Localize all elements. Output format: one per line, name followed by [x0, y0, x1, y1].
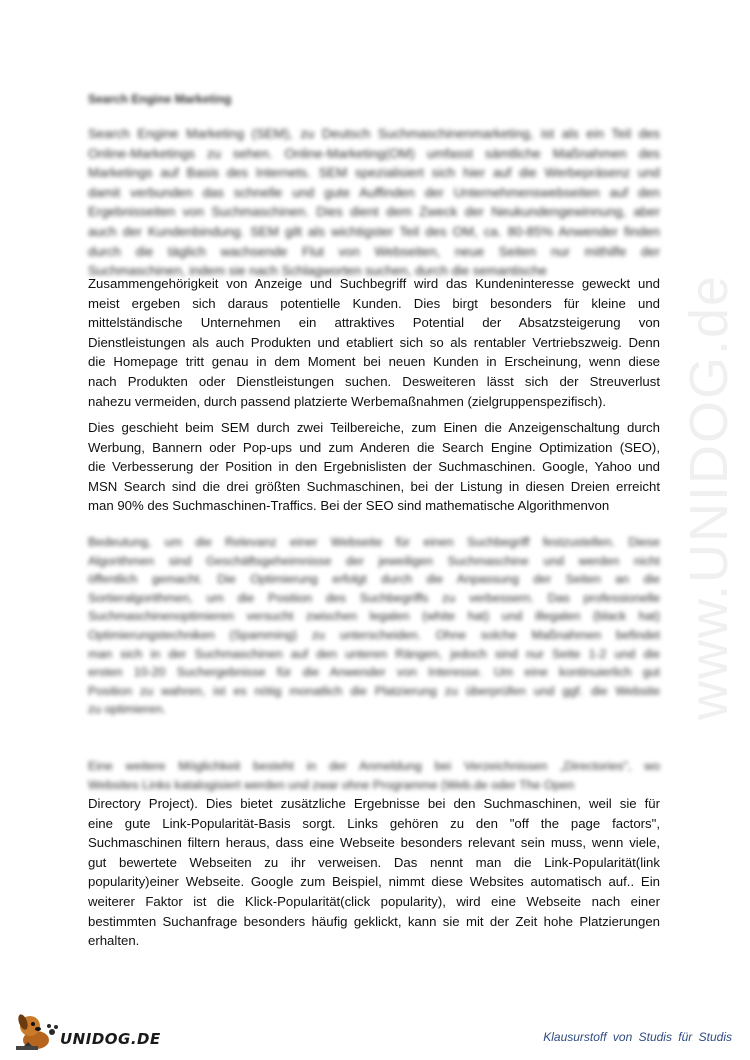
text-line: popularity)einer Webseite. Google zum Beispiel, nimmt diese Websites automatisch auf.. Ein	[88, 874, 660, 890]
text-line: zu optimieren.	[88, 702, 166, 717]
text-line: Suchmaschinen filtern heraus, dass eine Webseite besonders relevant sein muss, wenn viele,	[88, 835, 660, 851]
text-line: Dies geschieht beim SEM durch zwei Teilbereiche, zum Einen die Anzeigenschaltung durch	[88, 420, 660, 435]
text-line: erhalten.	[88, 933, 140, 949]
text-line: die Verbesserung der Position in den Ergebnislisten der Suchmaschinen. Google, Yahoo und	[88, 459, 660, 475]
paragraph-1-visible	[88, 274, 660, 411]
watermark-text: www.UNIDOG.de	[679, 273, 739, 720]
text-line: MSN Search sind die drei größten Suchmaschinen, bei der Listung in diesen Dreien erreicht	[88, 478, 660, 494]
text-line: damit verbunden das schnelle und gute Auffinden der Unternehmenswebseiten auf den	[88, 184, 660, 200]
text-line: Eine weitere Möglichkeit besteht in der Anmeldung bei Verzeichnissen „Directories", wo	[88, 759, 660, 773]
text-line: Sortieralgorithmen, um die Position des Suchbegriffs zu verbessern. Das professionelle	[88, 590, 660, 605]
text-line: bestimmten Suchanfrage besonders häufig geklickt, kann sie mit der Zeit hohe Platzierungen	[88, 913, 660, 929]
text-line: Suchmaschinen, indem sie nach Schlagworten suchen, durch die semantische	[88, 263, 547, 279]
text-line: Bedeutung, um die Relevanz einer Webseite für einen Suchbegriff festzustellen. Diese	[88, 535, 660, 549]
text-line: Suchmaschinenoptimieren versucht zwischen legalen (white hat) und illegalen (black hat)	[88, 609, 660, 624]
text-line: Algorithmen sind Geschäftsgeheimnisse der jeweiligen Suchmaschine und werden nicht	[88, 553, 660, 568]
text-line: man 90% des Suchmaschinen-Traffics. Bei der SEO sind mathematische Algorithmenvon	[88, 498, 610, 514]
text-line: man sich in der Suchmaschinen auf den unteren Rängen, jedoch sind nur Seite 1-2 und die	[88, 646, 660, 661]
text-line: Directory Project). Dies bietet zusätzliche Ergebnisse bei den Suchmaschinen, weil sie für	[88, 796, 660, 811]
text-line: durch die täglich wachsende Flut von Webseiten, neue Seiten nur mithilfe der	[88, 243, 660, 259]
text-line: Websites Links katalogisiert werden und zwar ohne Programme (Web.de oder The Open	[88, 777, 575, 792]
text-line: ersten 10-20 Suchergebnisse für die Anwender von Interesse. Um eine kontinuierlich gut	[88, 665, 660, 680]
paragraph-1-blurred	[88, 124, 660, 281]
text-line: Position zu wahren, ist es nötig monatlich die Platzierung zu überprüfen und ggf. die Website	[88, 683, 660, 698]
dog-mascot-icon	[14, 1008, 62, 1052]
footer-tagline: Klausurstoff von Studis für Studis	[543, 1030, 732, 1044]
text-line: Search Engine Marketing (SEM), zu Deutsch Suchmaschinenmarketing, ist als ein Teil des	[88, 126, 660, 141]
text-line: eine gute Link-Popularität-Basis sorgt. Links gehören zu den "off the page factors",	[88, 815, 660, 831]
paragraph-2-blurred	[88, 533, 660, 719]
unidog-logo	[14, 1008, 164, 1052]
text-line: weiterer Faktor ist die Klick-Popularität(click popularity), wird eine Webseite nach einer	[88, 893, 660, 909]
paragraph-3-visible	[88, 794, 660, 951]
text-line: Ergebnisseiten von Suchmaschinen. Dies dient dem Zweck der Neukundengewinnung, aber	[88, 204, 660, 220]
text-line: Marketings auf Basis des Internets. SEM spezialisiert sich hier auf die Werbepräsenz und	[88, 165, 660, 181]
text-line: Werbung, Bannern oder Pop-ups und zum Anderen die Search Engine Optimization (SEO),	[88, 439, 660, 455]
text-line: Optimierungstechniken (Spamming) zu unterscheiden. Ohne solche Maßnahmen befindet	[88, 627, 660, 642]
text-line: öffentlich gemacht. Die Optimierung erfolgt durch die Anpassung der Seiten an die	[88, 572, 660, 587]
text-line: Online-Marketings zu sehen. Online-Marketing(OM) umfasst sämtliche Maßnahmen des	[88, 145, 660, 161]
text-line: Zusammengehörigkeit von Anzeige und Suchbegriff wird das Kundeninteresse geweckt und	[88, 276, 660, 291]
text-line: Dienstleistungen als auch Produkten und etabliert sich so als rentabler Vertriebszweig. Denn	[88, 334, 660, 350]
text-line: die Homepage tritt genau in dem Moment bei neuen Kunden in Erscheinung, wenn diese	[88, 354, 660, 370]
document-title: Search Engine Marketing	[88, 92, 232, 106]
text-line: gut bewertete Webseiten zu ihr verweisen. Das nennt man die Link-Popularität(link	[88, 854, 660, 870]
paragraph-2-visible	[88, 418, 660, 516]
text-line: meist ergeben sich daraus potentielle Kunden. Dies birgt besonders für kleine und	[88, 295, 660, 311]
text-line: nahezu vermeiden, durch passend platzierte Werbemaßnahmen (zielgruppenspezifisch).	[88, 393, 607, 409]
text-line: nach Produkten oder Dienstleistungen suchen. Desweiteren lässt sich der Streuverlust	[88, 373, 660, 389]
paragraph-3-blurred	[88, 757, 660, 794]
text-line: mittelständische Unternehmen ein attraktives Potential der Absatzsteigerung von	[88, 315, 660, 331]
logo-text: UNIDOG.DE	[60, 1030, 161, 1048]
text-line: auch der Kundenbindung. SEM gilt als wichtigster Teil des OM, ca. 80-85% Anwender finden	[88, 223, 660, 239]
